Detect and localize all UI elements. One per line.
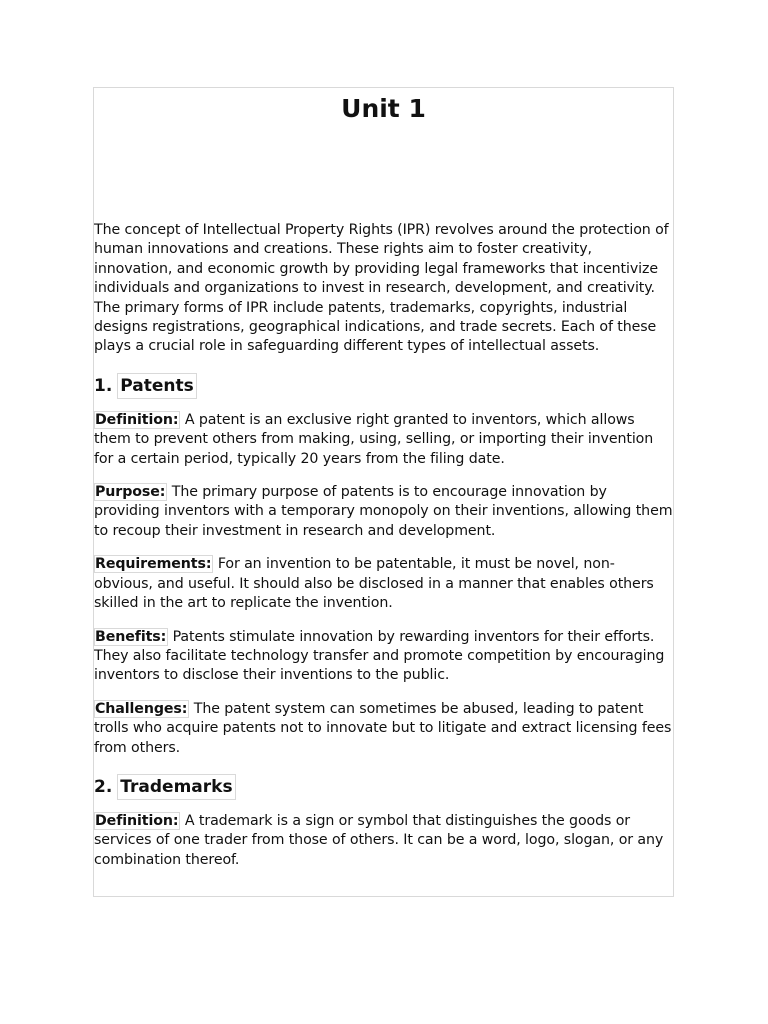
paragraph-text: The patent system can sometimes be abused, leading to patent trolls who acquire patents not to innovate but to litigate and extract licensing fees from others. bbox=[94, 700, 672, 756]
paragraph-text: The primary purpose of patents is to encourage innovation by providing inventors with a temporary monopoly on their inventions, allowing them to recoup their investment in research and development. bbox=[94, 484, 673, 539]
section-title: Trademarks bbox=[117, 774, 235, 800]
paragraph-purpose bbox=[94, 483, 673, 541]
paragraph-label: Challenges: bbox=[95, 700, 188, 717]
section-heading bbox=[94, 373, 673, 399]
paragraph-text: A trademark is a sign or symbol that distinguishes the goods or services of one trader from those of others. It can be a word, logo, slogan, or any combination thereof. bbox=[94, 812, 664, 868]
paragraph-label: Definition: bbox=[95, 411, 179, 428]
section-heading bbox=[94, 774, 673, 800]
intro-paragraph: The concept of Intellectual Property Rights (IPR) revolves around the protection of human innovations and creations. These rights aim to foster creativity, innovation, and economic growth by providing legal frameworks that incentivize individuals and organizations to invest in research, development, and creativity. The primary forms of IPR include patents, trademarks, copyrights, industrial designs registrations, geographical indications, and trade secrets. Each of these plays a crucial role in safeguarding different types of intellectual assets. bbox=[94, 222, 669, 355]
paragraph-text: Patents stimulate innovation by rewarding inventors for their efforts. They also facilitate technology transfer and promote competition by encouraging inventors to disclose their inventions to the public. bbox=[94, 628, 665, 684]
paragraph-label: Requirements: bbox=[95, 556, 212, 573]
section-patents bbox=[94, 373, 673, 758]
paragraph-label: Benefits: bbox=[95, 628, 167, 645]
paragraph-definition bbox=[94, 812, 673, 870]
paragraph-text: For an invention to be patentable, it must be novel, non-obvious, and useful. It should also be disclosed in a manner that enables others skilled in the art to replicate the invention. bbox=[94, 556, 654, 612]
page-title: Unit 1 bbox=[341, 94, 426, 123]
document-page bbox=[93, 87, 674, 897]
paragraph-label: Definition: bbox=[95, 812, 179, 829]
section-number: 1. bbox=[94, 375, 113, 396]
paragraph-definition bbox=[94, 411, 673, 469]
section-title: Patents bbox=[117, 373, 196, 399]
paragraph-label: Purpose: bbox=[95, 484, 166, 501]
section-number: 2. bbox=[94, 776, 113, 797]
paragraph-challenges bbox=[94, 700, 673, 758]
section-trademarks bbox=[94, 774, 673, 870]
paragraph-benefits bbox=[94, 628, 673, 686]
paragraph-text: A patent is an exclusive right granted to inventors, which allows them to prevent others from making, using, selling, or importing their invention for a certain period, typically 20 years from the filing date. bbox=[94, 411, 654, 467]
paragraph-requirements bbox=[94, 555, 673, 613]
